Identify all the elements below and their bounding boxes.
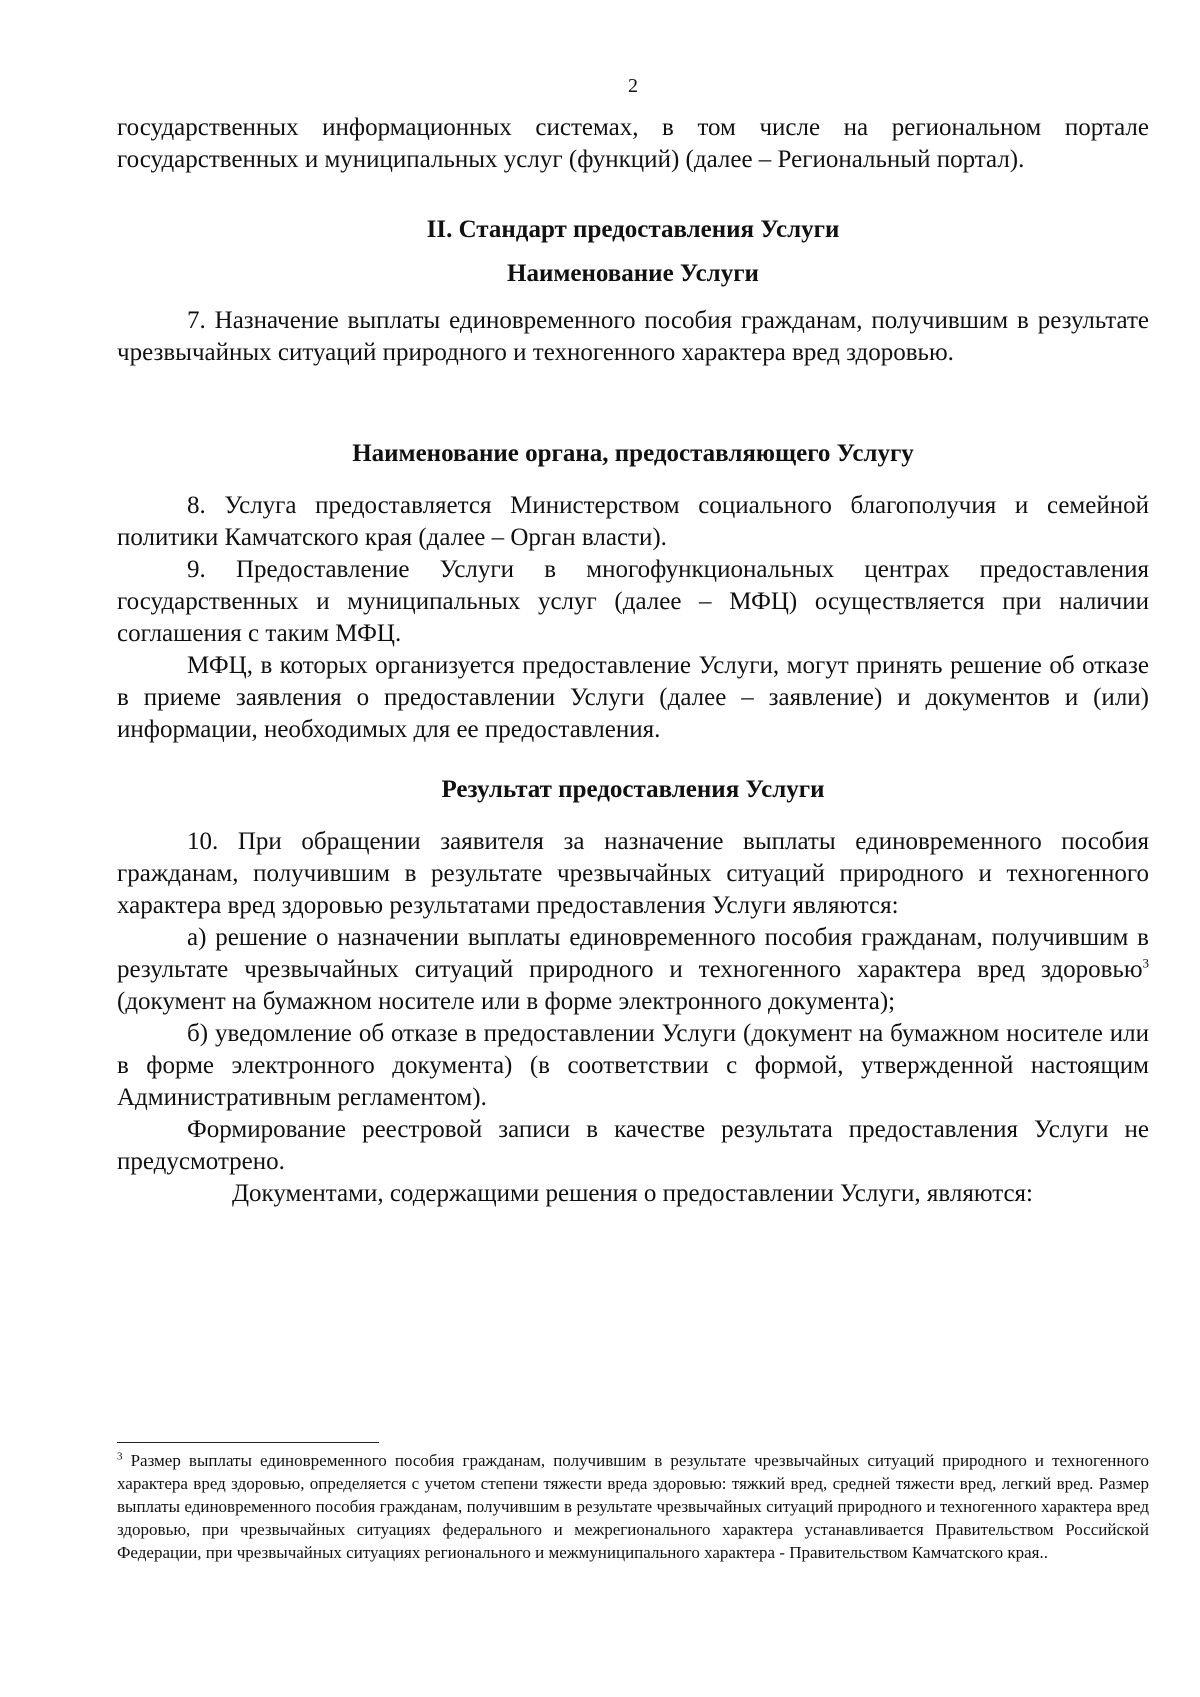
section-title-block — [117, 214, 1149, 246]
paragraph-8: 8. Услуга предоставляется Министерством социального благополучия и семейной политики Камчатского края (далее – Орган власти). — [117, 492, 1149, 551]
authority-heading: Наименование органа, предоставляющего Услугу — [352, 440, 914, 467]
authority-heading-block — [117, 438, 1149, 470]
paragraph-9-mfc: МФЦ, в которых организуется предоставление Услуги, могут принять решение об отказе в приеме заявления о предоставлении Услуги (далее – заявление) и документов и (или) информации, необходимых для ее предоставления. — [117, 652, 1149, 743]
intro-block — [117, 112, 1149, 176]
paragraph-7-block — [117, 305, 1149, 369]
footnote-divider — [117, 1442, 379, 1443]
result-item-a — [117, 922, 1149, 1018]
result-item-b: б) уведомление об отказе в предоставлении Услуги (документ на бумажном носителе или в форме электронного документа) (в соответствии с формой, утвержденной настоящим Административным регламентом). — [117, 1020, 1149, 1111]
service-name-block — [117, 258, 1149, 290]
section-title: II. Стандарт предоставления Услуги — [426, 216, 840, 243]
paragraph-10: 10. При обращении заявителя за назначение выплаты единовременного пособия гражданам, получившим в результате чрезвычайных ситуаций природного и техногенного характера вред здоровью результатами предоставления Услуги являются: — [117, 828, 1149, 919]
result-item-a-tail: (документ на бумажном носителе или в форме электронного документа); — [117, 988, 896, 1015]
result-heading: Результат предоставления Услуги — [441, 776, 825, 803]
footnote-paragraph — [117, 1449, 1149, 1564]
page-number: 2 — [628, 75, 638, 97]
result-item-a-text: а) решение о назначении выплаты единовременного пособия гражданам, получившим в результате чрезвычайных ситуаций природного и техногенного характера вред здоровью — [117, 924, 1149, 983]
footnote-mark: 3 — [117, 1450, 123, 1463]
paragraph-9: 9. Предоставление Услуги в многофункциональных центрах предоставления государственных и муниципальных услуг (далее – МФЦ) осуществляется при наличии соглашения с таким МФЦ. — [117, 556, 1149, 647]
result-heading-block — [117, 774, 1149, 806]
service-name-heading: Наименование Услуги — [507, 260, 759, 287]
paragraph-7: 7. Назначение выплаты единовременного пособия гражданам, получившим в результате чрезвычайных ситуаций природного и техногенного характера вред здоровью. — [117, 307, 1149, 366]
footnote-reference: 3 — [1142, 955, 1149, 971]
footnote-text: Размер выплаты единовременного пособия гражданам, получившим в результате чрезвычайных ситуаций природного и техногенного характера вред здоровью, определяется с учетом степени тяжести вреда здоровью: тяжкий вред, средней тяжести вред, легкий вред. Размер выплаты единовременного пособия гражданам, получившим в результате чрезвычайных ситуаций природного и техногенного характера вред здоровью, при чрезвычайных ситуациях федерального и межрегионального характера устанавливается Правительством Российской Федерации, при чрезвычайных ситуациях регионального и межмуниципального характера - Правительством Камчатского края.. — [117, 1451, 1149, 1562]
documents-paragraph: Документами, содержащими решения о предоставлении Услуги, являются: — [232, 1180, 1033, 1207]
footnote — [117, 1449, 1149, 1564]
authority-paragraphs — [117, 490, 1149, 746]
intro-paragraph: государственных информационных системах, в том числе на региональном портале государственных и муниципальных услуг (функций) (далее – Региональный портал). — [117, 114, 1149, 173]
registry-paragraph: Формирование реестровой записи в качестве результата предоставления Услуги не предусмотрено. — [117, 1116, 1149, 1175]
result-paragraphs — [117, 826, 1149, 1210]
